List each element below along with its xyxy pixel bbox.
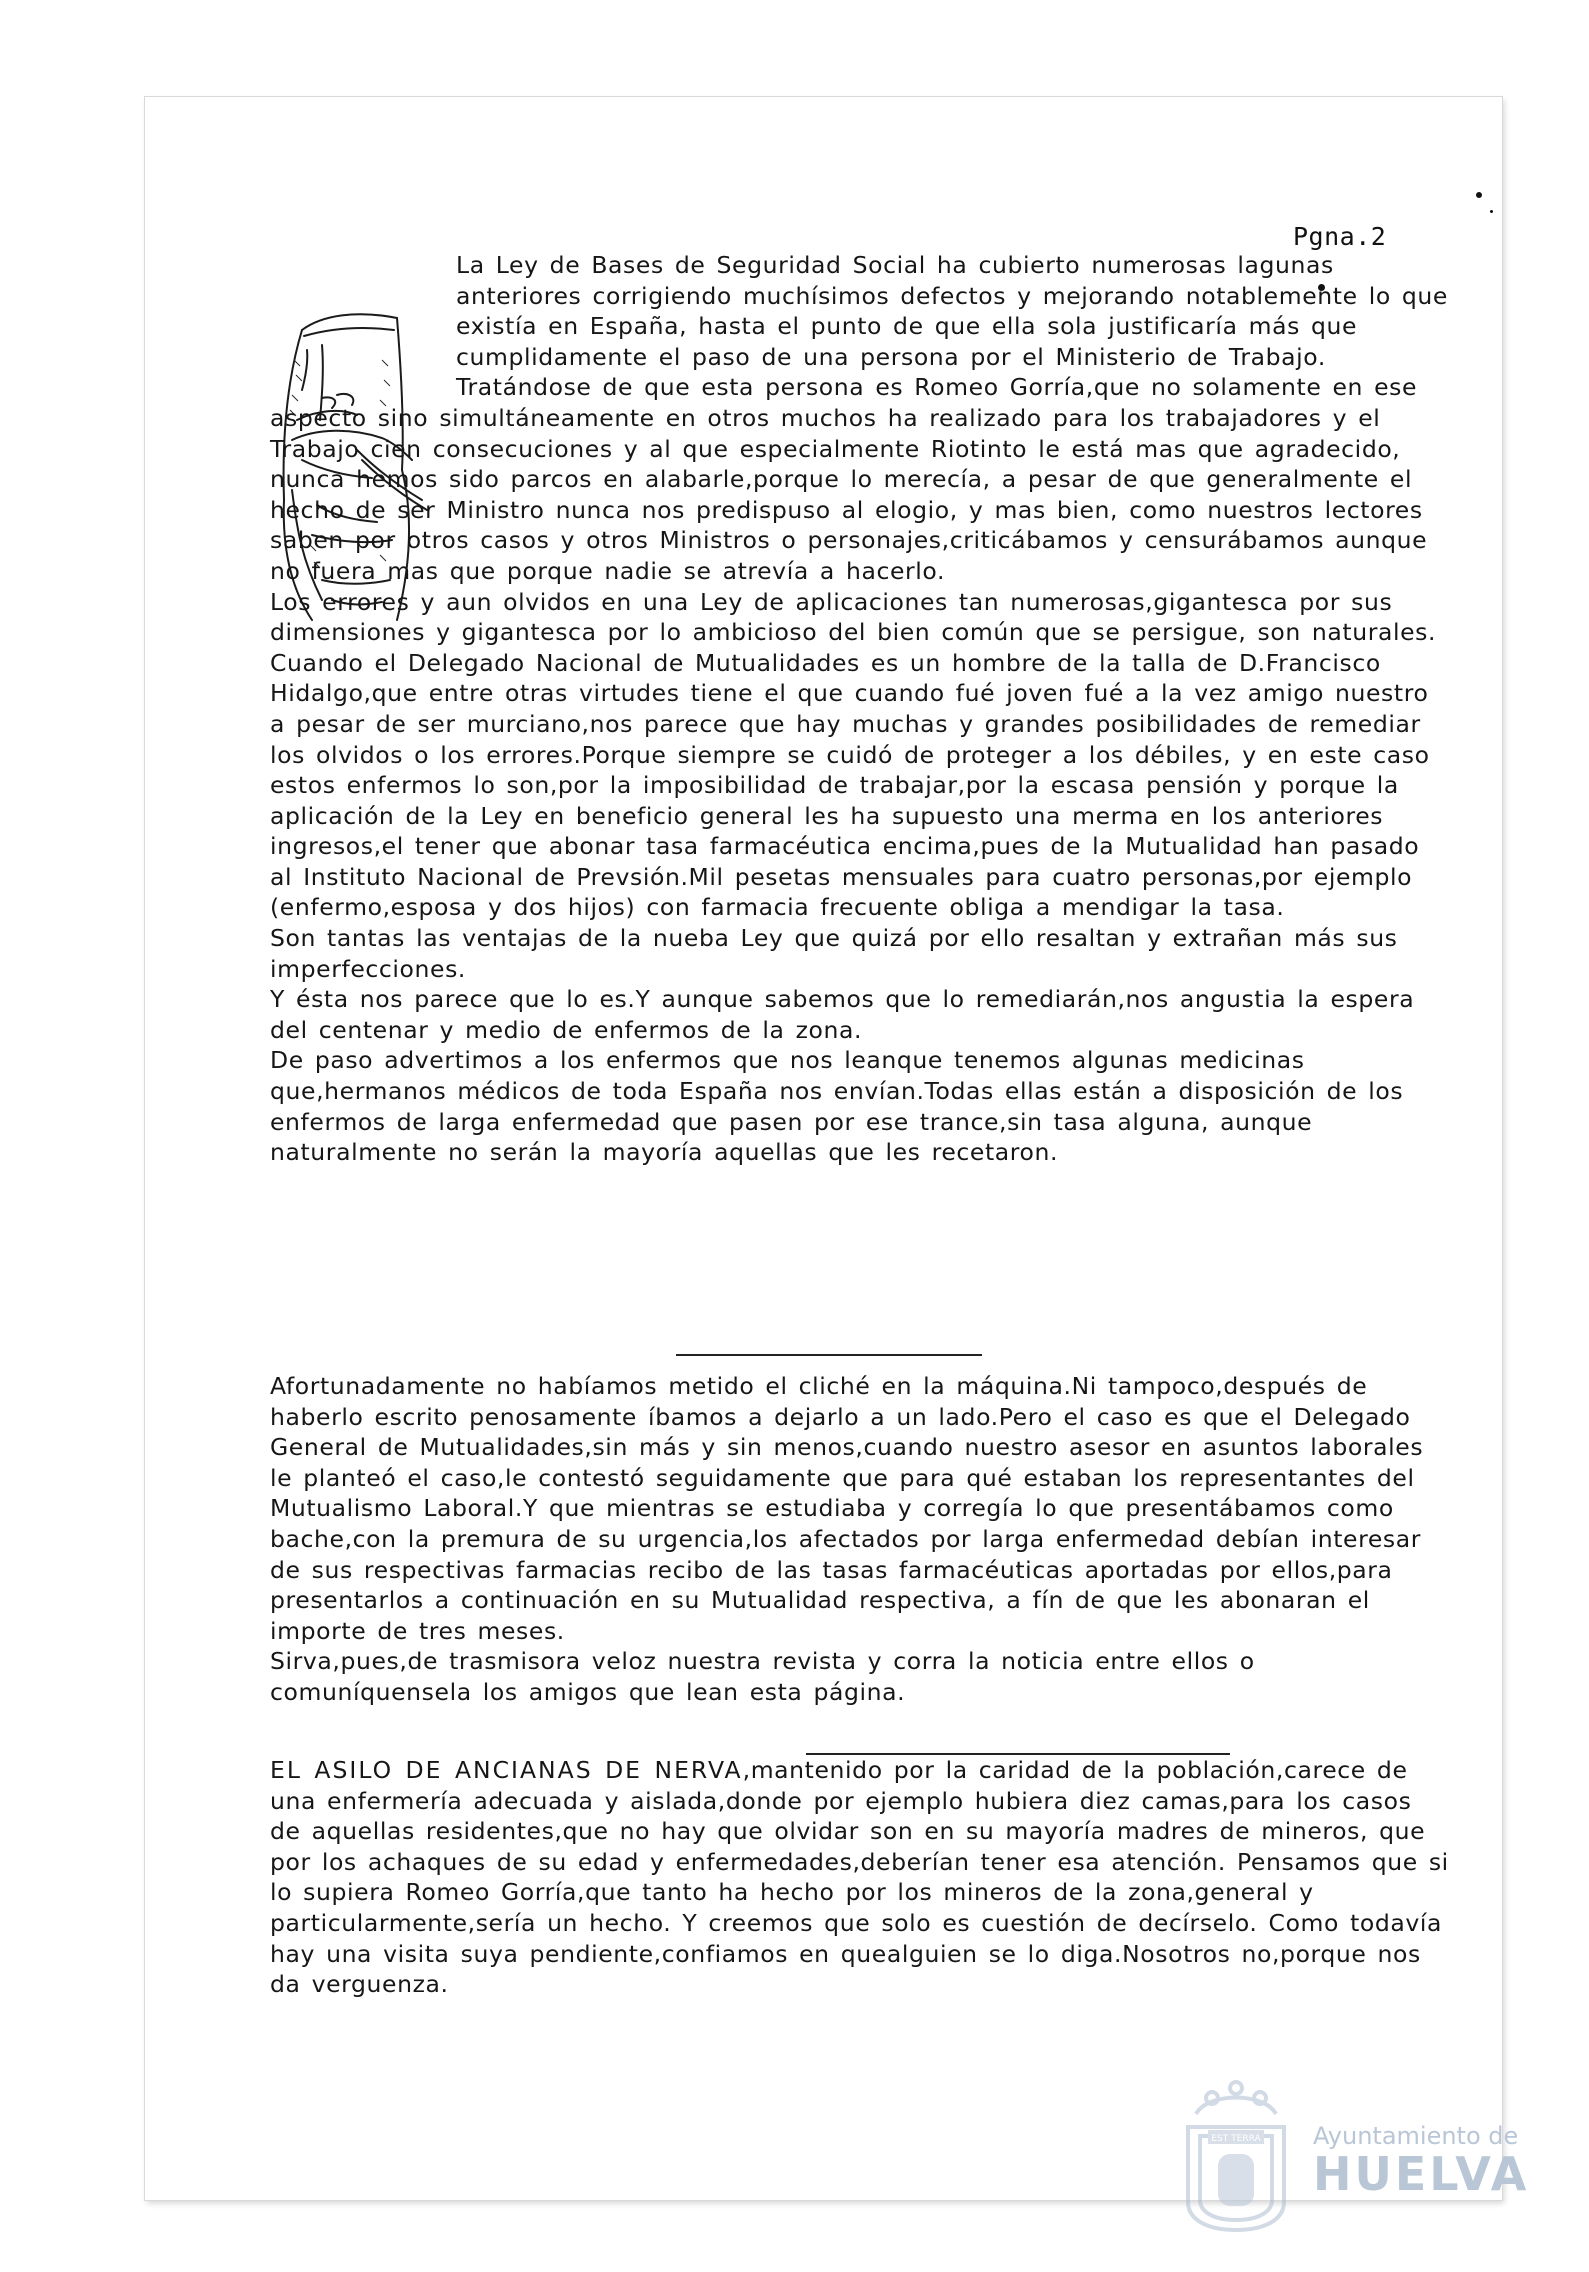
page-number: Pgna.2 xyxy=(1293,222,1387,251)
watermark-text xyxy=(1313,2122,1530,2201)
paragraph: Los errores y aun olvidos en una Ley de aplicaciones tan numerosas,gigantesca por sus dimensiones y gigantesca por lo ambicioso del bien común que se persigue, son naturales. xyxy=(270,587,1437,647)
section-divider xyxy=(676,1354,982,1356)
paragraph-text: ,mantenido por la caridad de la población,carece de una enfermería adecuada y aislada,donde por ejemplo hubiera diez camas,para los casos de aquellas residentes,que no hay que olvidar son en su mayoría madres de mineros, que por los achaques de su edad y enfermedades,deberían tener esa atención. Pensamos que si lo supiera Romeo Gorría,que tanto ha hecho por los mineros de la zona,general y particularmente,sería un hecho. Y creemos que solo es cuestión de decírselo. Como todavía hay una visita suya pendiente,confiamos en quealguien se lo diga.Nosotros no,porque nos da verguenza. xyxy=(270,1756,1449,1999)
ink-speck xyxy=(1490,210,1493,213)
paragraph: Sirva,pues,de trasmisora veloz nuestra revista y corra la noticia entre ellos o comuníquensela los amigos que lean esta página. xyxy=(270,1647,1255,1706)
shield-text: EST TERRA xyxy=(1211,2134,1261,2144)
paragraph: Afortunadamente no habíamos metido el cliché en la máquina.Ni tampoco,después de haberlo escrito penosamente íbamos a dejarlo a un lado.Pero el caso es que el Delegado General de Mutualidades,sin más y sin menos,cuando nuestro asesor en asuntos laborales le planteó el caso,le contestó seguidamente que para qué estaban los representantes del Mutualismo Laboral.Y que mientras se estudiaba y corregía lo que presentábamos como bache,con la premura de su urgencia,los afectados por larga enfermedad debían interesar de sus respectivas farmacias recibo de las tasas farmacéuticas aportadas por ellos,para presentarlos a continuación en su Mutualidad respectiva, a fín de que les abonaran el importe de tres meses. xyxy=(270,1372,1424,1645)
watermark-line-1: Ayuntamiento de xyxy=(1313,2122,1519,2150)
section-heading: EL ASILO DE ANCIANAS DE NERVA xyxy=(270,1756,743,1784)
article-part-3 xyxy=(270,1755,1452,2000)
paragraph: La Ley de Bases de Seguridad Social ha cubierto numerosas lagunas anteriores corrigiendo muchísimos defectos y mejorando notablemente lo que existía en España, hasta el punto de que ella sola justificaría más que cumplidamente el paso de una persona por el Ministerio de Trabajo. xyxy=(456,251,1448,371)
watermark-line-2: HUELVA xyxy=(1313,2147,1530,2201)
paragraph: Y ésta nos parece que lo es.Y aunque sabemos que lo remediarán,nos angustia la espera del centenar y medio de enfermos de la zona. xyxy=(270,985,1415,1044)
article-part-2 xyxy=(270,1371,1452,1708)
paragraph: De paso advertimos a los enfermos que nos leanque tenemos algunas medicinas que,hermanos médicos de toda España nos envían.Todas ellas están a disposición de los enfermos de larga enfermedad que pasen por ese trance,sin tasa alguna, aunque naturalmente no serán la mayoría aquellas que les recetaron. xyxy=(270,1046,1404,1167)
ink-speck xyxy=(1476,192,1482,198)
paragraph: Cuando el Delegado Nacional de Mutualidades es un hombre de la talla de D.Francisco Hidalgo,que entre otras virtudes tiene el que cuando fué joven fué a la vez amigo nuestro a pesar de ser murciano,nos parece que hay muchas y grandes posibilidades de remediar los olvidos o los errores.Porque siempre se cuidó de proteger a los débiles, y en este caso estos enfermos lo son,por la imposibilidad de trabajar,por la escasa pensión y porque la aplicación de la Ley en beneficio general les ha supuesto una merma en los anteriores ingresos,el tener que abonar tasa farmacéutica encima,pues de la Mutualidad han pasado al Instituto Nacional de Prevsión.Mil pesetas mensuales para cuatro personas,por ejemplo (enfermo,esposa y dos hijos) con farmacia frecuente obliga a mendigar la tasa. xyxy=(270,648,1430,922)
article-part-1 xyxy=(270,250,1452,1168)
paragraph xyxy=(270,1755,1452,2000)
paragraph: Son tantas las ventajas de la nueba Ley que quizá por ello resaltan y extrañan más sus imperfecciones. xyxy=(270,924,1398,983)
paragraph: Tratándose de que esta persona es Romeo Gorría,que no solamente en ese aspecto sino simultáneamente en otros muchos ha realizado para los trabajadores y el Trabajo cien consecuciones y al que especialmente Riotinto le está mas que agradecido, nunca hemos sido parcos en alabarle,porque lo merecía, a pesar de que generalmente el hecho de ser Ministro nunca nos predispuso al elogio, y mas bien, como nuestros lectores saben por otros casos y otros Ministros o personajes,criticábamos y censurábamos aunque no fuera mas que porque nadie se atrevía a hacerlo. xyxy=(270,373,1428,585)
